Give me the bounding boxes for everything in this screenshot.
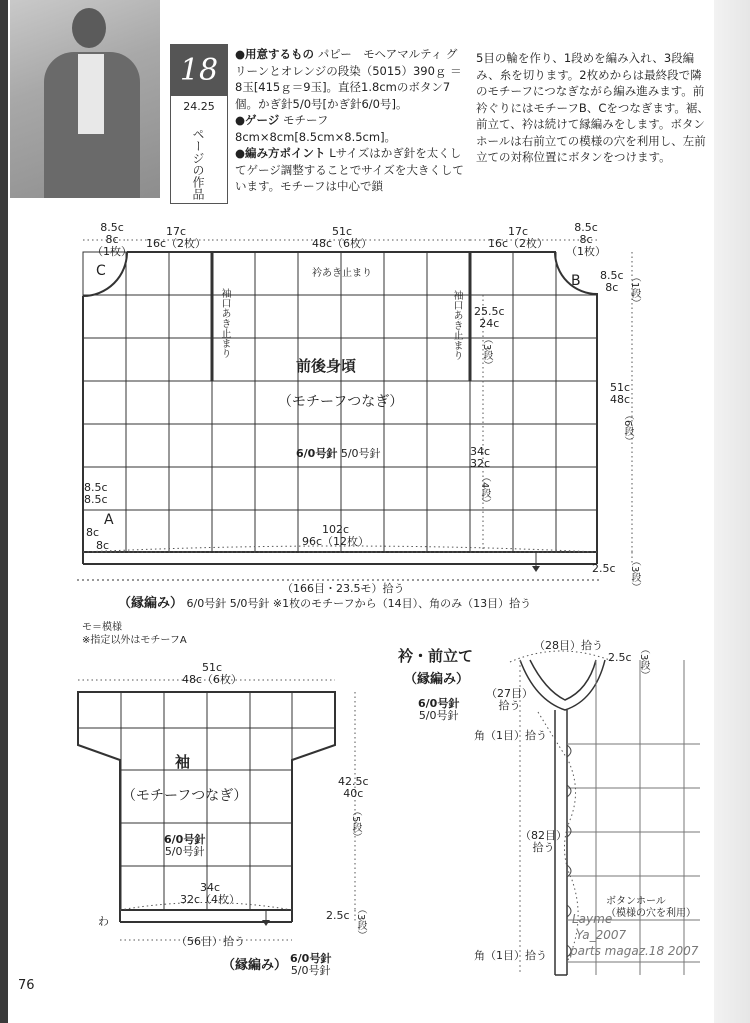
page-reference-suffix: ページの作品 — [191, 128, 205, 200]
collar-edge-width: 2.5c — [608, 651, 632, 664]
needle-alt: 5/0号針 — [290, 964, 331, 977]
dim-value: 32c — [470, 457, 491, 470]
collar-pick27 — [486, 688, 533, 712]
neck-stop-label: 衿あき止まり — [312, 268, 372, 279]
sleeve-dim-height — [338, 776, 369, 800]
needle-main: 6/0号針 — [296, 447, 338, 460]
dim-value: 34c — [470, 445, 491, 458]
needle-main: 6/0号針 — [290, 952, 332, 965]
motif-a-small-1: 8c — [86, 526, 100, 539]
collar-needles — [418, 698, 459, 722]
body-dim-right-a-rows: （1段） — [629, 272, 640, 309]
body-edging — [118, 598, 531, 610]
dim-value: 8.5c — [574, 221, 598, 234]
sleeve-edge-rows: （3段） — [355, 904, 366, 941]
collar-edge-rows: （3段） — [638, 644, 649, 681]
dim-value: 16c（2枚） — [146, 237, 207, 250]
body-arrow — [532, 552, 540, 572]
dim-value: （82目） — [520, 829, 567, 842]
dim-value: 拾う — [498, 699, 521, 712]
gauge-text: モチーフ8cm×8cm[8.5cm×8.5cm]。 — [235, 113, 397, 144]
motif-c-label: C — [96, 263, 106, 279]
dim-value: 102c — [322, 523, 350, 536]
edging-note: ※1枚のモチーフから（14目）、角のみ（13目）拾う — [272, 597, 532, 610]
edging-needles: 6/0号針 5/0号針 — [186, 597, 270, 610]
body-dim-inner-a — [474, 306, 505, 330]
motif-a-size — [84, 482, 108, 506]
dim-value: 17c — [166, 225, 187, 238]
motif-a-label: A — [104, 512, 114, 528]
page-number: 76 — [18, 978, 35, 993]
needle-main: 6/0号針 — [418, 697, 460, 710]
body-edge-width: 2.5c — [592, 562, 616, 575]
dim-value: 51c — [202, 661, 223, 674]
dim-value: 51c — [332, 225, 353, 238]
dim-value: 25.5c — [474, 305, 505, 318]
needle-alt: 5/0号針 — [164, 845, 205, 858]
points-text: Lサイズはかぎ針を太くしてゲージ調整することでサイズを大きくしています。モチーフは中心で鎖 — [235, 146, 464, 193]
sleeve-pickup: （56目）拾う — [176, 935, 245, 948]
collar-corner-bottom: 角（1目）拾う — [474, 949, 547, 962]
dim-value: 8c — [579, 233, 593, 246]
dim-value: 16c（2枚） — [488, 237, 549, 250]
armhole-stop-right: 袖口あき止まり — [451, 290, 462, 360]
gauge-label: ●ゲージ — [235, 113, 280, 127]
sleeve-edging-label: （縁編み） — [222, 958, 288, 973]
body-pickup: （166目・23.5モ）拾う — [282, 582, 405, 595]
dim-value: （1枚） — [92, 245, 132, 258]
body-dim-bottom — [302, 524, 369, 548]
note-2: ※指定以外はモチーフA — [82, 635, 187, 646]
sleeve-needles — [164, 834, 205, 858]
dim-value: 48c — [610, 393, 631, 406]
watermark-2: Ya_2007 — [576, 928, 627, 942]
sleeve-subtitle: （モチーフつなぎ） — [122, 788, 248, 804]
dim-value: （1枚） — [566, 245, 606, 258]
note-1: モ＝模様 — [82, 622, 122, 633]
body-dim-right-b-rows: （6段） — [622, 410, 633, 447]
needle-alt: 5/0号針 — [418, 709, 459, 722]
dim-value: 8.5c — [84, 481, 108, 494]
body-edge-rows: （3段） — [629, 556, 640, 593]
motif-a-small-2: 8c — [96, 539, 110, 552]
needle-main: 6/0号針 — [164, 833, 206, 846]
collar-top-pickup: （28目）拾う — [534, 639, 603, 652]
body-dim-top-mid — [312, 226, 372, 250]
sleeve-edge-width: 2.5c — [326, 909, 350, 922]
collar-title: 衿・前立て — [398, 647, 474, 665]
body-dim-top-left — [92, 222, 132, 258]
dim-value: （27目） — [486, 687, 533, 700]
sleeve-edging-needles — [290, 953, 331, 977]
dim-value: 拾う — [532, 841, 555, 854]
dim-value: 8.5c — [600, 269, 624, 282]
armhole-stop-left: 袖口あき止まり — [219, 288, 230, 358]
dim-value: 8.5c — [84, 493, 108, 506]
buttonhole-note — [606, 896, 696, 920]
watermark-1: Layme — [572, 912, 613, 926]
materials-label: ●用意するもの — [235, 47, 315, 61]
dim-value: 8c — [105, 233, 119, 246]
materials-text: パピー モヘアマルティ グリーンとオレンジの段染（5015）390ｇ ＝8玉[415ｇ＝9玉]。直径1.8cmのボタン7個。かぎ針5/0号[かぎ針6/0号]。 — [235, 47, 462, 111]
dim-value: 34c — [200, 881, 221, 894]
sleeve-dim-top — [182, 662, 242, 686]
sleeve-dim-height-rows: （5段） — [350, 806, 361, 843]
points-label: ●編み方ポイント — [235, 146, 326, 160]
dim-value: 42.5c — [338, 775, 369, 788]
page-reference: 24.25 — [183, 100, 215, 113]
pattern-number: 18 — [170, 44, 228, 96]
body-dim-inner-b-rows: （4段） — [479, 472, 490, 509]
body-subtitle: （モチーフつなぎ） — [278, 394, 404, 410]
dim-value: 51c — [610, 381, 631, 394]
dim-value: 17c — [508, 225, 529, 238]
body-title: 前後身頃 — [296, 357, 357, 375]
body-dim-top-right2 — [488, 226, 548, 250]
sleeve-arrow — [262, 910, 270, 926]
dim-value: 24c — [479, 317, 500, 330]
body-dim-right-a — [600, 270, 624, 294]
body-needles — [296, 448, 381, 460]
dim-value: 96c（12枚） — [302, 535, 370, 548]
edging-label: （縁編み） — [118, 596, 184, 611]
body-dim-top-right — [566, 222, 606, 258]
collar-subtitle: （縁編み） — [404, 672, 470, 687]
dim-value: 32c（4枚） — [180, 893, 241, 906]
collar-corner-top: 角（1目）拾う — [474, 729, 547, 742]
instructions-text: 5目の輪を作り、1段めを編み入れ、3段編み、糸を切ります。2枚めからは最終段で隣のモチーフにつなぎながら編み進みます。前衿ぐりにはモチーフB、Cをつなぎます。裾、前立て、衿は続けて縁編みをします。ボタンホールは右前立ての模様の穴を利用し、左前立ての対称位置にボタンをつけます。 — [476, 51, 709, 164]
sleeve-dim-bottom — [180, 882, 240, 906]
buttonhole-label: ボタンホール — [606, 896, 666, 907]
needle-alt: 5/0号針 — [340, 447, 381, 460]
collar-pick82 — [520, 830, 567, 854]
motif-b-label: B — [571, 273, 581, 289]
body-dim-inner-a-rows: （3段） — [481, 334, 492, 371]
watermark-3: parts magaz.18 2007 — [570, 944, 699, 958]
body-dim-right-b — [610, 382, 630, 406]
dim-value: 40c — [343, 787, 364, 800]
body-dim-top-left2 — [146, 226, 206, 250]
sleeve-wa: わ — [98, 915, 109, 928]
dim-value: 48c（6枚） — [312, 237, 373, 250]
buttonhole-detail: （模様の穴を利用） — [606, 908, 696, 919]
sleeve-title: 袖 — [175, 753, 191, 771]
dim-value: 8c — [605, 281, 619, 294]
body-dim-inner-b — [470, 446, 490, 470]
dim-value: 8.5c — [100, 221, 124, 234]
dim-value: 48c（6枚） — [182, 673, 243, 686]
